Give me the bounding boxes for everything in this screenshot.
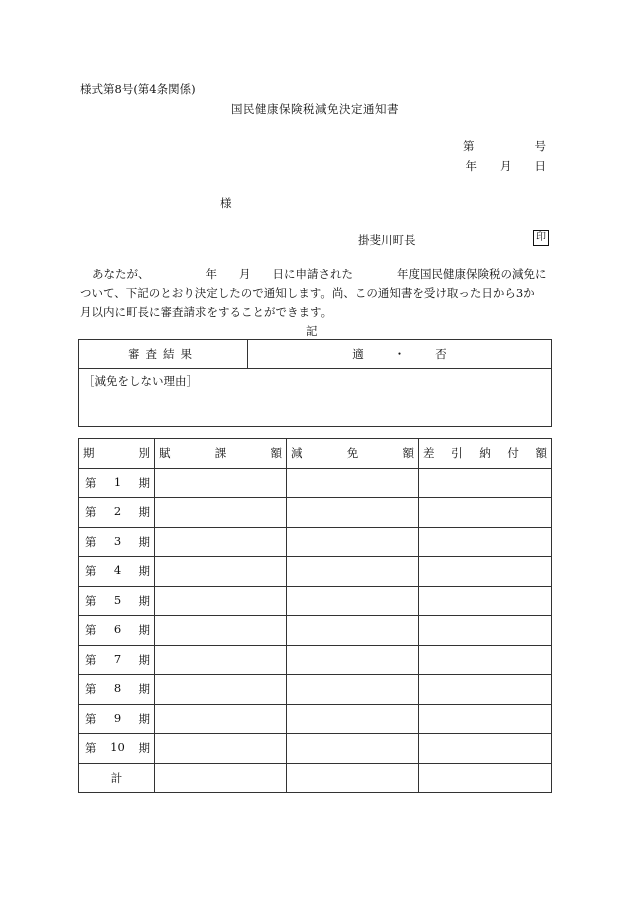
number-prefix: 第 — [463, 139, 475, 153]
reduction-amount-cell[interactable] — [287, 527, 419, 557]
net-payment-cell[interactable] — [419, 468, 552, 498]
result-approve: 適 — [352, 347, 364, 361]
document-title: 国民健康保険税減免決定通知書 — [231, 102, 399, 116]
period-label: 第 2 期 — [79, 498, 155, 528]
schedule-period-row — [79, 498, 552, 528]
reduction-amount-cell[interactable] — [287, 645, 419, 675]
assessed-amount-cell[interactable] — [155, 527, 287, 557]
assessed-amount-cell[interactable] — [155, 498, 287, 528]
body-line-2: ついて、下記のとおり決定したので通知します。尚、この通知書を受け取った日から3か — [80, 286, 535, 300]
assessed-amount-cell[interactable] — [155, 557, 287, 587]
schedule-period-row — [79, 527, 552, 557]
reduction-amount-cell[interactable] — [287, 468, 419, 498]
result-dot: ・ — [393, 347, 406, 361]
header-period: 期 別 — [79, 439, 155, 469]
header-assessed-amount: 賦 課 額 — [155, 439, 287, 469]
period-label: 第 5 期 — [79, 586, 155, 616]
schedule-period-row — [79, 704, 552, 734]
period-label: 第 1 期 — [79, 468, 155, 498]
review-result-label: 審査結果 — [79, 340, 248, 369]
assessed-amount-cell[interactable] — [155, 704, 287, 734]
review-result-table — [78, 339, 552, 427]
schedule-period-row — [79, 557, 552, 587]
result-deny: 否 — [435, 347, 447, 361]
net-payment-cell[interactable] — [419, 734, 552, 764]
date-month: 月 — [500, 159, 512, 173]
body-line-1: あなたが、 年 月 日に申請された 年度国民健康保険税の減免に — [92, 267, 547, 281]
schedule-period-row — [79, 468, 552, 498]
assessed-amount-cell[interactable] — [155, 675, 287, 705]
net-payment-cell[interactable] — [419, 675, 552, 705]
header-reduction-amount: 減 免 額 — [287, 439, 419, 469]
schedule-period-row — [79, 586, 552, 616]
reduction-amount-cell[interactable] — [287, 616, 419, 646]
non-reduction-reason-field[interactable] — [79, 369, 552, 427]
date-year: 年 — [465, 159, 477, 173]
period-label: 第 8 期 — [79, 675, 155, 705]
header-net-payment: 差 引 納 付 額 — [419, 439, 552, 469]
assessed-amount-cell[interactable] — [155, 645, 287, 675]
schedule-period-row — [79, 616, 552, 646]
total-label: 計 — [79, 763, 155, 793]
assessed-amount-cell[interactable] — [155, 468, 287, 498]
assessed-amount-cell[interactable] — [155, 734, 287, 764]
period-label: 第 10 期 — [79, 734, 155, 764]
total-net-cell[interactable] — [419, 763, 552, 793]
date-day: 日 — [534, 159, 546, 173]
period-label: 第 3 期 — [79, 527, 155, 557]
period-label: 第 9 期 — [79, 704, 155, 734]
form-number: 様式第8号(第4条関係) — [80, 82, 196, 96]
issuer-name: 掛斐川町長 — [358, 233, 416, 247]
recipient-honorific: 様 — [220, 196, 232, 210]
reduction-amount-cell[interactable] — [287, 586, 419, 616]
net-payment-cell[interactable] — [419, 527, 552, 557]
document-number-line — [463, 138, 546, 154]
reduction-amount-cell[interactable] — [287, 704, 419, 734]
period-label: 第 6 期 — [79, 616, 155, 646]
schedule-period-row — [79, 675, 552, 705]
net-payment-cell[interactable] — [419, 616, 552, 646]
reduction-amount-cell[interactable] — [287, 557, 419, 587]
net-payment-cell[interactable] — [419, 586, 552, 616]
body-line-3: 月以内に町長に審査請求をすることができます。 — [80, 305, 333, 319]
seal-mark: 印 — [533, 230, 549, 246]
total-reduction-cell[interactable] — [287, 763, 419, 793]
review-result-options — [248, 340, 552, 369]
schedule-header-row — [79, 439, 552, 469]
assessed-amount-cell[interactable] — [155, 586, 287, 616]
net-payment-cell[interactable] — [419, 645, 552, 675]
reason-label: ［減免をしない理由］ — [83, 374, 198, 388]
document-date-line — [466, 158, 547, 174]
number-suffix: 号 — [534, 139, 546, 153]
schedule-period-row — [79, 645, 552, 675]
assessed-amount-cell[interactable] — [155, 616, 287, 646]
net-payment-cell[interactable] — [419, 498, 552, 528]
reduction-amount-cell[interactable] — [287, 498, 419, 528]
net-payment-cell[interactable] — [419, 704, 552, 734]
reduction-amount-cell[interactable] — [287, 675, 419, 705]
reduction-amount-cell[interactable] — [287, 734, 419, 764]
notice-body — [80, 265, 550, 322]
total-assessed-cell[interactable] — [155, 763, 287, 793]
installment-schedule-table — [78, 438, 552, 793]
net-payment-cell[interactable] — [419, 557, 552, 587]
ki-label: 記 — [306, 324, 318, 338]
schedule-period-row — [79, 734, 552, 764]
period-label: 第 7 期 — [79, 645, 155, 675]
period-label: 第 4 期 — [79, 557, 155, 587]
schedule-total-row — [79, 763, 552, 793]
